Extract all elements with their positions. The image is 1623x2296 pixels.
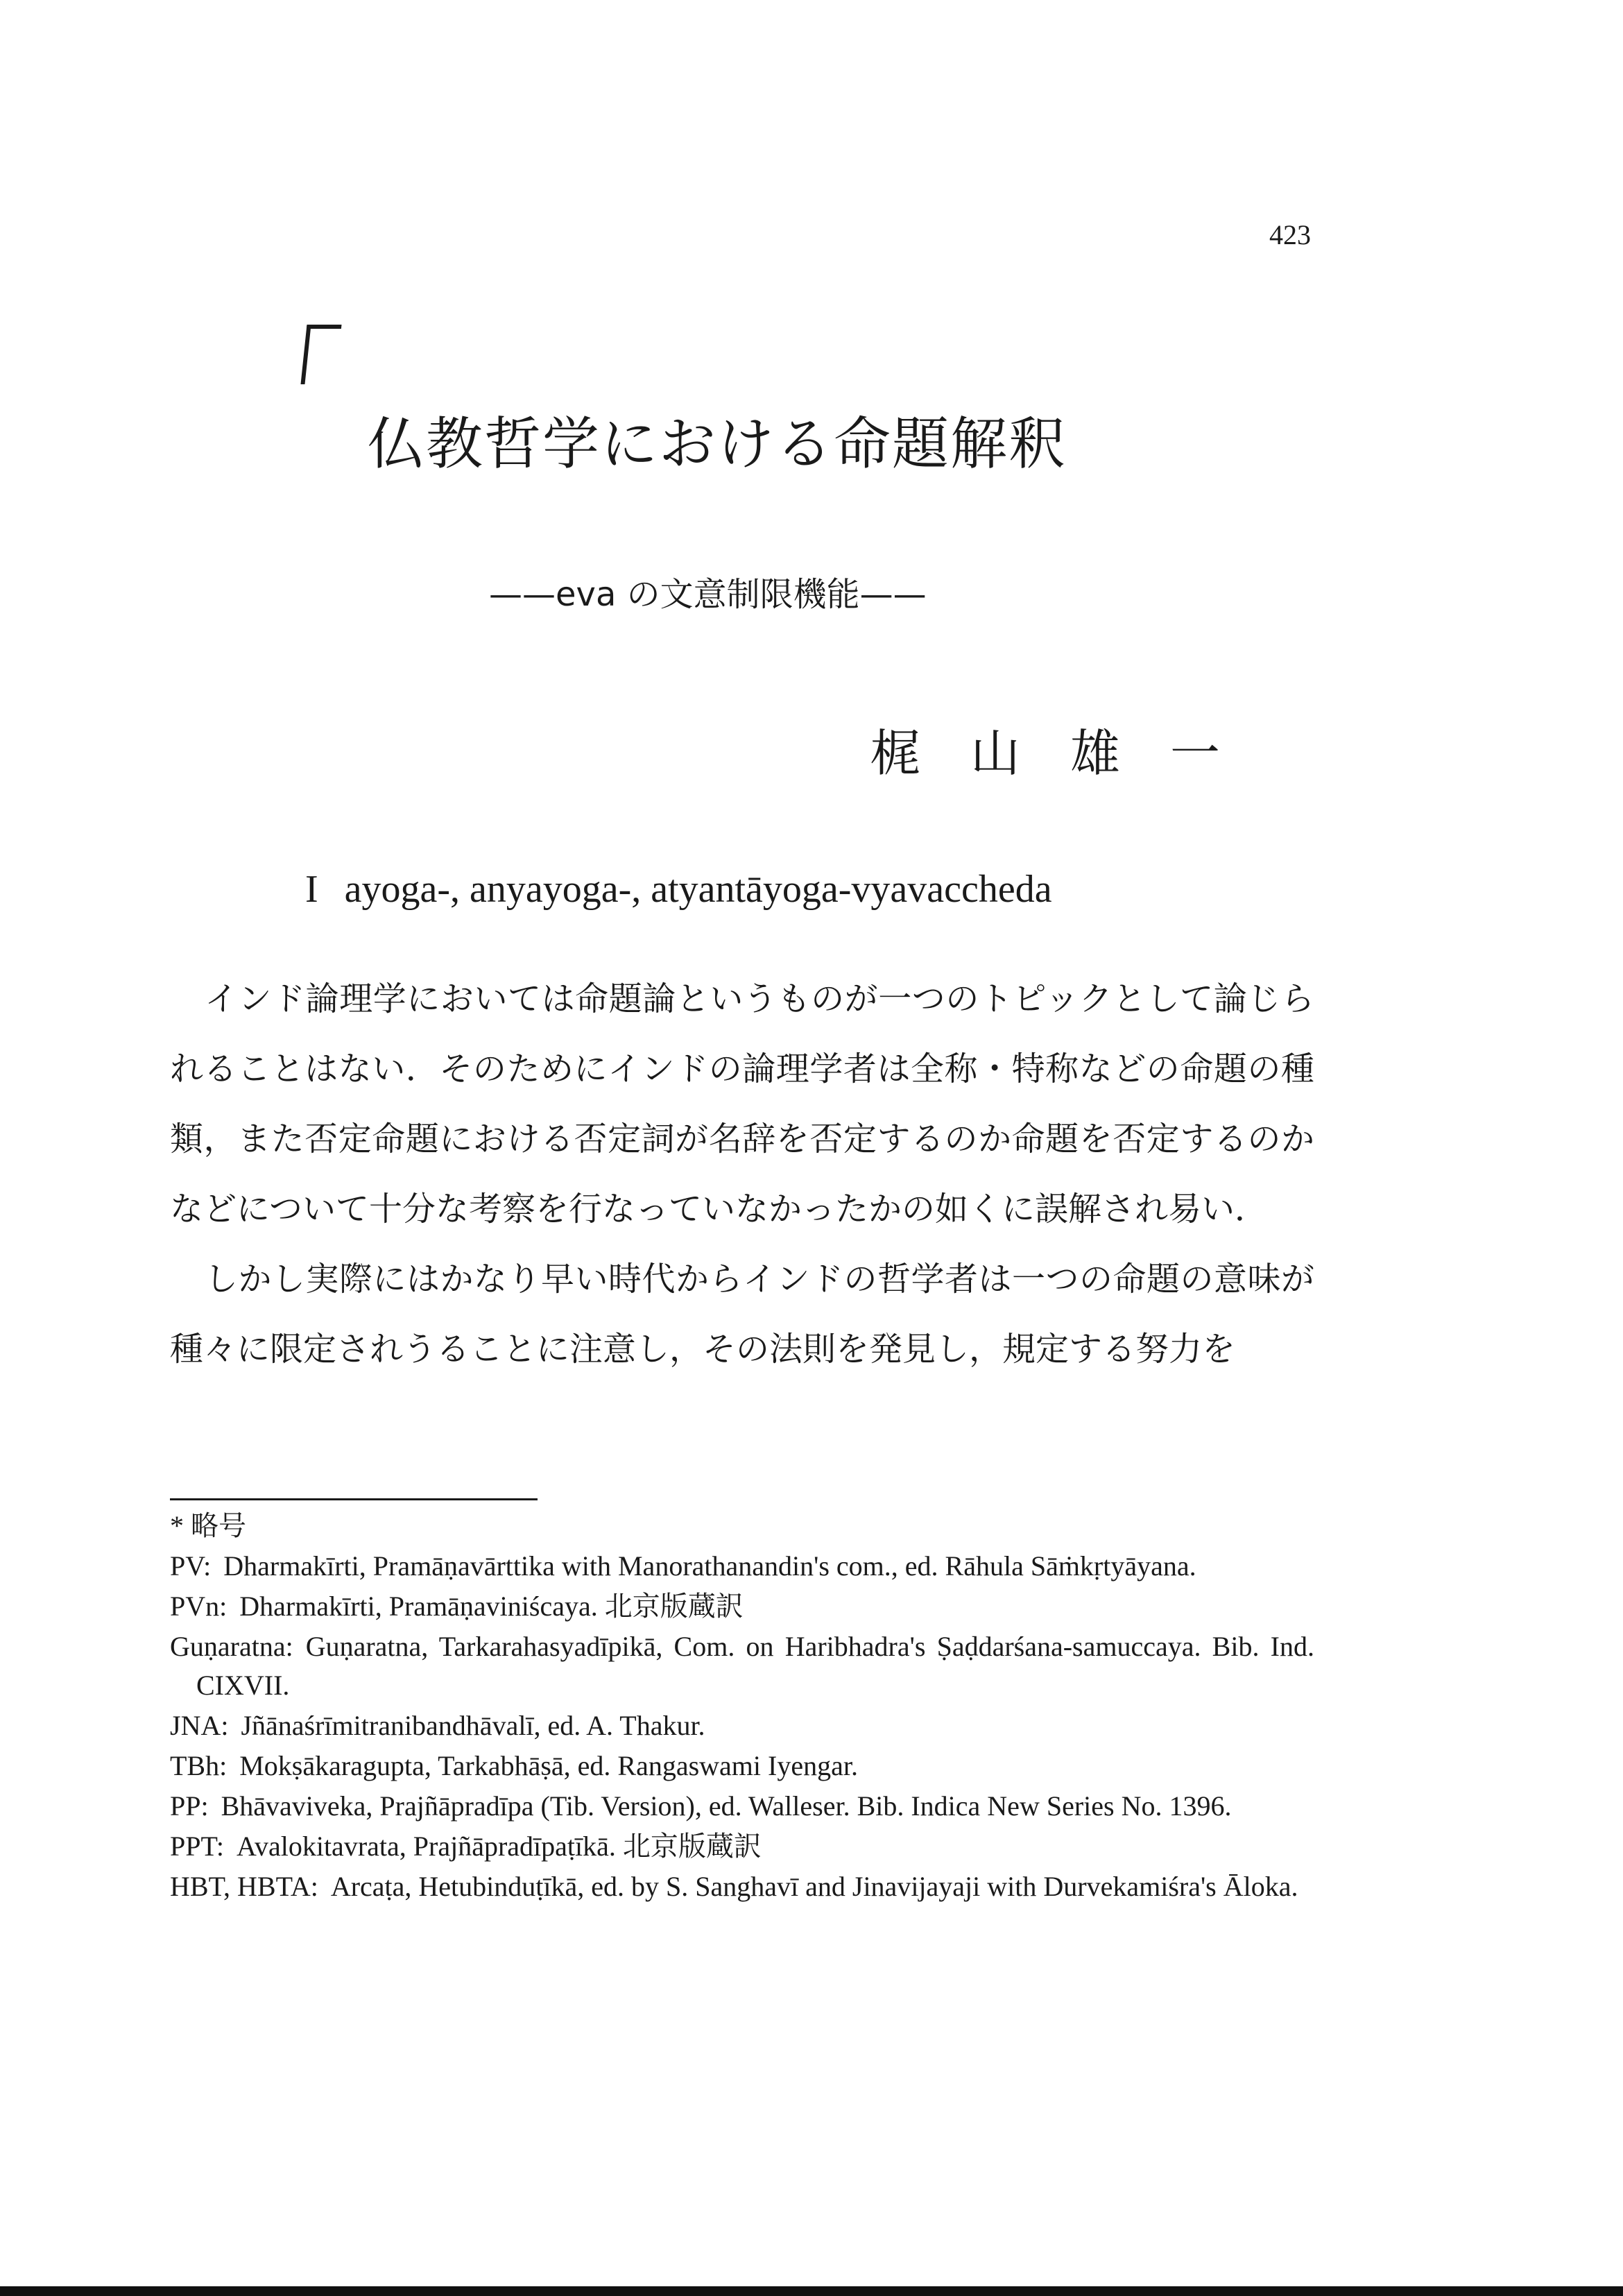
footnote-entry — [170, 1706, 1314, 1745]
abbreviation-key: PPT: — [170, 1831, 225, 1862]
abbreviation-key: JNA: — [170, 1710, 229, 1741]
abbreviation-text: Arcaṭa, Hetubinduṭīkā, ed. by S. Sanghavī and Jinavijayaji with Durvekamiśra's Āloka. — [330, 1871, 1298, 1902]
paragraph: インド論理学においては命題論というものが一つのトピックとして論じられることはない．そのためにインドの論理学者は全称・特称などの命題の種類，また否定命題における否定詞が名辞を否定するのか命題を否定するのかなどについて十分な考察を行なっていなかったかの如くに誤解され易い． — [170, 979, 1314, 1228]
section-title: ayoga-, anyayoga-, atyantāyoga-vyavaccheda — [344, 868, 1052, 911]
footnote-entry — [170, 1587, 1314, 1626]
section-number: I — [305, 868, 318, 911]
footnote-divider — [170, 1498, 538, 1500]
abbreviation-text: Guṇaratna, Tarkarahasyadīpikā, Com. on Haribhadra's Ṣaḍdarśana-samuccaya. Bib. Ind. CIXVII. — [196, 1631, 1314, 1701]
bracket-mark — [300, 325, 341, 384]
abbreviation-key: Guṇaratna: — [170, 1631, 293, 1662]
footnote-entry — [170, 1867, 1314, 1906]
abbreviation-key: TBh: — [170, 1750, 227, 1781]
abbreviation-text: Dharmakīrti, Pramāṇaviniścaya. 北京版蔵訳 — [239, 1591, 744, 1622]
author-name: 梶山雄一 — [870, 724, 1271, 782]
abbreviation-text: Avalokitavrata, Prajñāpradīpaṭīkā. 北京版蔵訳 — [237, 1831, 762, 1862]
scan-edge-bar — [0, 2286, 1623, 2296]
footnote-entry — [170, 1827, 1314, 1866]
abbreviation-text: Jñānaśrīmitranibandhāvalī, ed. A. Thakur. — [241, 1710, 705, 1741]
footnote-entry — [170, 1747, 1314, 1785]
section-heading — [305, 867, 1052, 911]
body-text — [170, 964, 1314, 1385]
footnote-entry — [170, 1787, 1314, 1826]
paragraph: しかし実際にはかなり早い時代からインドの哲学者は一つの命題の意味が種々に限定されうることに注意し，その法則を発見し，規定する努力を — [170, 1260, 1314, 1369]
abbreviation-key: PV: — [170, 1550, 212, 1582]
abbreviation-text: Dharmakīrti, Pramāṇavārttika with Manorathanandin's com., ed. Rāhula Sāṁkṛtyāyana. — [223, 1550, 1196, 1582]
abbreviation-key: PVn: — [170, 1591, 227, 1622]
footnotes — [170, 1507, 1314, 1908]
abbreviation-text: Bhāvaviveka, Prajñāpradīpa (Tib. Version), ed. Walleser. Bib. Indica New Series No. 1396. — [221, 1790, 1232, 1822]
abbreviation-key: HBT, HBTA: — [170, 1871, 318, 1902]
abbreviation-key: PP: — [170, 1790, 209, 1822]
footnote-entry — [170, 1547, 1314, 1586]
article-subtitle: ——eva の文意制限機能—— — [489, 575, 927, 614]
page-number: 423 — [1269, 219, 1311, 250]
abbreviation-text: Mokṣākaragupta, Tarkabhāṣā, ed. Rangaswami Iyengar. — [239, 1750, 858, 1781]
article-title: 仏教哲学における命題解釈 — [368, 411, 1067, 477]
footnote-heading: * 略号 — [170, 1510, 246, 1541]
footnote-entry — [170, 1627, 1314, 1705]
